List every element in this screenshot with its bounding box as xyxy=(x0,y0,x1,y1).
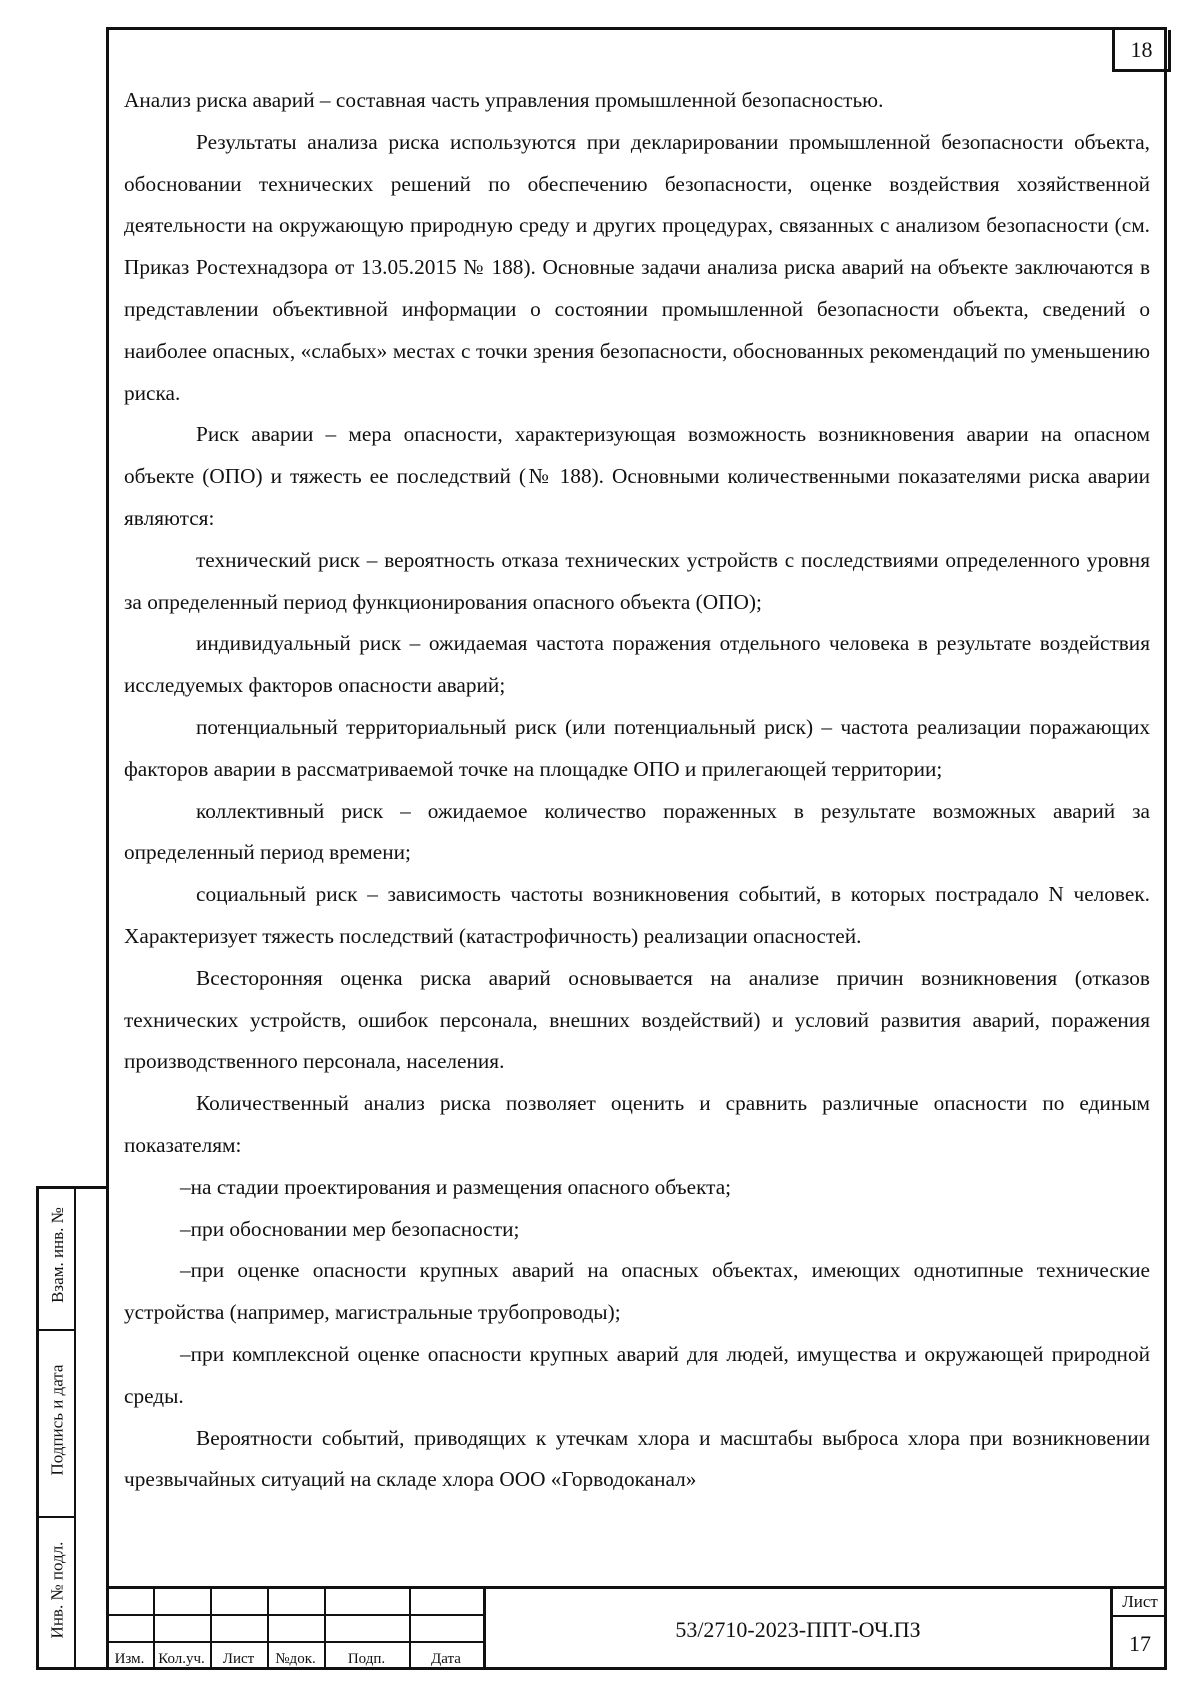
header-izm: Изм. xyxy=(114,1651,145,1667)
title-block xyxy=(106,1586,1167,1670)
header-ndok: №док. xyxy=(275,1651,316,1667)
side-label-podpis: Подпись и дата xyxy=(47,1364,67,1475)
paragraph: индивидуальный риск – ожидаемая частота поражения отдельного человека в результате воздействия исследуемых факторов опасности аварий; xyxy=(124,631,1150,698)
paragraph: –на стадии проектирования и размещения опасного объекта; xyxy=(180,1174,732,1199)
sheet-label: Лист xyxy=(1113,1589,1167,1617)
side-cell-podpis xyxy=(39,1331,76,1518)
header-data: Дата xyxy=(431,1651,461,1667)
side-cell-vzam xyxy=(39,1189,76,1331)
document-body xyxy=(124,80,1150,1501)
sheet-box xyxy=(1110,1589,1167,1670)
grid-row-line xyxy=(106,1641,483,1643)
paragraph: –при комплексной оценке опасности крупных аварий для людей, имущества и окружающей природной среды. xyxy=(124,1341,1150,1408)
paragraph: Вероятности событий, приводящих к утечкам хлора и масштабы выброса хлора при возникновении чрезвычайных ситуаций на складе хлора ООО «Горводоканал» xyxy=(124,1425,1150,1492)
page-number: 18 xyxy=(1112,30,1171,72)
side-cell-inv xyxy=(39,1518,76,1670)
header-kol-uch: Кол.уч. xyxy=(158,1651,205,1667)
paragraph: Анализ риска аварий – составная часть управления промышленной безопасностью. xyxy=(124,88,884,112)
paragraph: технический риск – вероятность отказа технических устройств с последствиями определенного уровня за определенный период функционирования опасного объекта (ОПО); xyxy=(124,547,1150,614)
side-label-vzam: Взам. инв. № xyxy=(47,1207,67,1303)
paragraph: Всесторонняя оценка риска аварий основывается на анализе причин возникновения (отказов технических устройств, ошибок персонала, внешних воздействий) и условий развития аварий, поражения производственного персонала, населения. xyxy=(124,965,1150,1074)
paragraph: потенциальный территориальный риск (или потенциальный риск) – частота реализации поражающих факторов аварии в рассматриваемой точке на площадке ОПО и прилегающей территории; xyxy=(124,714,1150,781)
paragraph: коллективный риск – ожидаемое количество пораженных в результате возможных аварий за определенный период времени; xyxy=(124,798,1150,865)
side-label-inv: Инв. № подл. xyxy=(47,1541,67,1639)
sheet-number: 17 xyxy=(1129,1630,1151,1656)
header-list: Лист xyxy=(222,1651,255,1667)
revision-grid xyxy=(106,1589,486,1670)
paragraph: Риск аварии – мера опасности, характеризующая возможность возникновения аварии на опасном объекте (ОПО) и тяжесть ее последствий (№ 188). Основными количественными показателями риска аварии являются: xyxy=(124,422,1150,530)
paragraph: Результаты анализа риска используются при декларировании промышленной безопасности объекта, обосновании технических решений по обеспечению безопасности, оценке воздействия хозяйственной деятельности на окружающую природную среду и других процедурах, связанных с анализом безопасности (см. Приказ Ростехнадзора от 13.05.2015 № 188). Основные задачи анализа риска аварий на объекте заключаются в представлении объективной информации о состоянии промышленной безопасности объекта, сведений о наиболее опасных, «слабых» местах с точки зрения безопасности, обоснованных рекомендаций по уменьшению риска. xyxy=(124,129,1150,405)
document-code: 53/2710-2023-ППТ-ОЧ.ПЗ xyxy=(675,1616,921,1642)
paragraph: –при оценке опасности крупных аварий на опасных объектах, имеющих однотипные технические устройства (например, магистральные трубопроводы); xyxy=(124,1258,1150,1325)
header-podp: Подп. xyxy=(347,1651,386,1667)
paragraph: социальный риск – зависимость частоты возникновения событий, в которых пострадало N человек. Характеризует тяжесть последствий (катастрофичность) реализации опасностей. xyxy=(124,882,1150,948)
side-stamp xyxy=(36,1186,106,1670)
paragraph: –при обосновании мер безопасности; xyxy=(180,1216,520,1241)
paragraph: Количественный анализ риска позволяет оценить и сравнить различные опасности по единым показателям: xyxy=(124,1091,1150,1157)
grid-row-line xyxy=(106,1614,483,1616)
